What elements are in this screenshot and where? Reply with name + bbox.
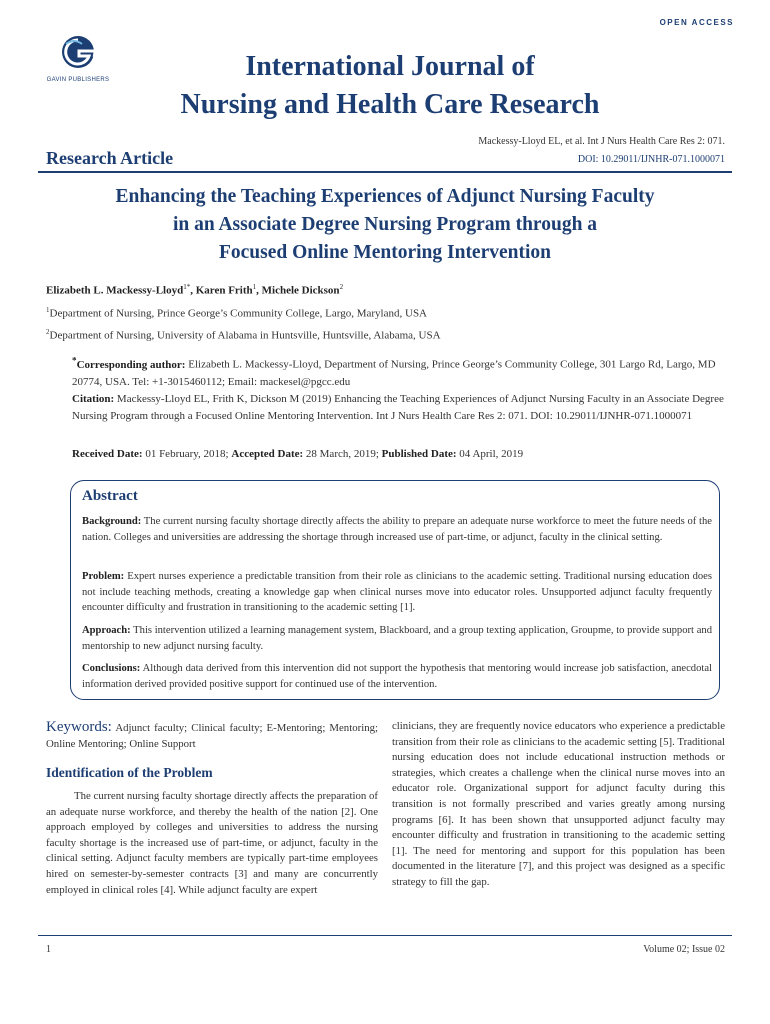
article-type: Research Article <box>46 148 174 168</box>
short-citation: Mackessy-Lloyd EL, et al. Int J Nurs Health Care Res 2: 071. <box>478 136 725 147</box>
keywords-text: Adjunct faculty; Clinical faculty; E-Mentoring; Mentoring; Online Mentoring; Online Support <box>46 722 378 750</box>
publisher-name: GAVIN PUBLISHERS <box>46 77 110 83</box>
published-label: Published Date: <box>381 448 457 460</box>
author-name: , Karen Frith <box>190 284 253 297</box>
abstract-problem-text: Expert nurses experience a predictable transition from their role as clinicians to the academic setting. Traditional nursing education does not include teaching methods, creating a knowledge gap when clinical nurses move into educator roles. Unsupported adjunct faculty frequently encounter difficulty and frustration in transitioning to the academic setting [1]. <box>82 571 712 613</box>
abstract-problem-label: Problem: <box>82 571 125 582</box>
header-divider <box>38 171 732 173</box>
citation-text: Mackessy-Lloyd EL, Frith K, Dickson M (2019) Enhancing the Teaching Experiences of Adjunct Nursing Faculty in an Associate Degree Nursing Program through a Focused Online Mentoring Intervention. Int J Nurs Health Care Res 2: 071. DOI: 10.29011/IJNHR-071.1000071 <box>72 393 724 422</box>
abstract-approach-label: Approach: <box>82 625 131 636</box>
author-sup: 1* <box>183 283 191 291</box>
journal-title <box>150 48 630 124</box>
dates-line <box>72 446 725 463</box>
affiliation-text: Department of Nursing, University of Alabama in Huntsville, Huntsville, Alabama, USA <box>49 329 441 342</box>
published-date: 04 April, 2019 <box>456 448 524 460</box>
footer-divider <box>38 935 732 936</box>
abstract-approach <box>82 623 712 654</box>
body-paragraph-2: clinicians, they are frequently novice educators who experience a predictable transition from their role as clinicians to the academic setting [5]. Traditional nursing education does not include educational instruction methods or strategies, which creates a challenge when the clinical nurse moves into an educator role. Organizational support for adjunct faculty during this transition is not formally prescribed and varies greatly among nursing programs [6]. It has been shown that unsupported adjunct faculty may encounter difficulty and frustration in transitioning to the academic setting [1]. The need for mentoring and support for this population has been documented in the literature [7], and this project was designed as a specific strategy to fill the gap. <box>392 720 725 888</box>
abstract-background-label: Background: <box>82 516 142 527</box>
author-name: , Michele Dickson <box>256 284 340 297</box>
section-heading: Identification of the Problem <box>46 765 213 780</box>
affiliation-1 <box>46 306 427 320</box>
corresponding-author-label: Corresponding author: <box>76 358 186 371</box>
abstract-conclusions-label: Conclusions: <box>82 663 141 674</box>
publisher-logo-icon <box>38 34 118 70</box>
affiliation-text: Department of Nursing, Prince George’s Community College, Largo, Maryland, USA <box>49 307 428 320</box>
abstract-heading: Abstract <box>82 488 138 504</box>
abstract-background <box>82 514 712 545</box>
accepted-label: Accepted Date: <box>231 448 304 460</box>
author-list <box>46 283 343 297</box>
abstract-conclusions-text: Although data derived from this intervention did not support the hypothesis that mentoring would increase job satisfaction, anecdotal information derived provided positive support for continued use of the intervention. <box>82 663 712 690</box>
journal-title-line1: International Journal of <box>245 51 535 82</box>
page-number: 1 <box>46 944 51 955</box>
paper-title-line1: Enhancing the Teaching Experiences of Adjunct Nursing Faculty <box>115 186 655 207</box>
abstract-background-text: The current nursing faculty shortage directly affects the ability to prepare an adequate nurse workforce to meet the future needs of the nation. Colleges and universities are addressing the shortage through increased use of part-time, or adjunct, faculty in the clinical setting. <box>82 516 712 543</box>
received-label: Received Date: <box>72 448 143 460</box>
paper-title-line2: in an Associate Degree Nursing Program through a <box>172 214 598 235</box>
affiliation-sup: 1 <box>46 306 50 314</box>
open-access-badge <box>660 18 734 27</box>
keywords-block <box>46 720 378 752</box>
citation-block <box>72 391 725 425</box>
accepted-date: 28 March, 2019; <box>303 448 382 460</box>
author-sup: 2 <box>339 283 344 291</box>
publisher-logo <box>38 34 118 83</box>
abstract-conclusions <box>82 661 712 692</box>
keywords-label: Keywords: <box>46 719 112 735</box>
doi-link[interactable]: DOI: 10.29011/IJNHR-071.1000071 <box>577 154 725 165</box>
affiliation-2 <box>46 328 441 342</box>
volume-issue: Volume 02; Issue 02 <box>643 944 725 955</box>
abstract-approach-text: This intervention utilized a learning management system, Blackboard, and a group texting application, Groupme, to provide support and mentorship to new adjunct nursing faculty. <box>82 625 712 652</box>
abstract-problem <box>82 569 712 616</box>
corresponding-author-text: Elizabeth L. Mackessy-Lloyd, Department of Nursing, Prince George’s Community College, 301 Largo Rd, Largo, MD 20774, USA. Tel: +1-3015460112; Email: mackesel@pgcc.edu <box>72 358 716 388</box>
corresponding-author: *Corresponding author: Elizabeth L. Mackessy-Lloyd, Department of Nursing, Prince George’s Community College, 301 Largo Rd, Largo, MD 20774, USA. Tel: +1-3015460112; Email: mackesel@pgcc.edu <box>72 355 716 388</box>
received-date: 01 February, 2018; <box>142 448 232 460</box>
open-access-label: OPEN ACCESS <box>659 18 734 27</box>
paper-title-line3: Focused Online Mentoring Intervention <box>218 242 552 263</box>
paper-title <box>60 183 710 267</box>
body-paragraph-1: The current nursing faculty shortage directly affects the preparation of an adequate nurse workforce, and thereby the health of the nation [2]. One approach employed by colleges and universities to address the nursing faculty shortage is the increased use of part-time, or adjunct, faculty in the clinical setting. Adjunct faculty members are typically part-time employees hired on semester-by-semester contracts [3] and many are concurrently employed in clinical roles [4]. While adjunct faculty are expert <box>46 790 378 896</box>
citation-label: Citation: <box>72 393 115 405</box>
author-name: Elizabeth L. Mackessy-Lloyd <box>46 284 184 297</box>
journal-title-line2: Nursing and Health Care Research <box>180 89 600 120</box>
affiliation-sup: 2 <box>46 328 50 336</box>
author-sup: 1 <box>252 283 257 291</box>
